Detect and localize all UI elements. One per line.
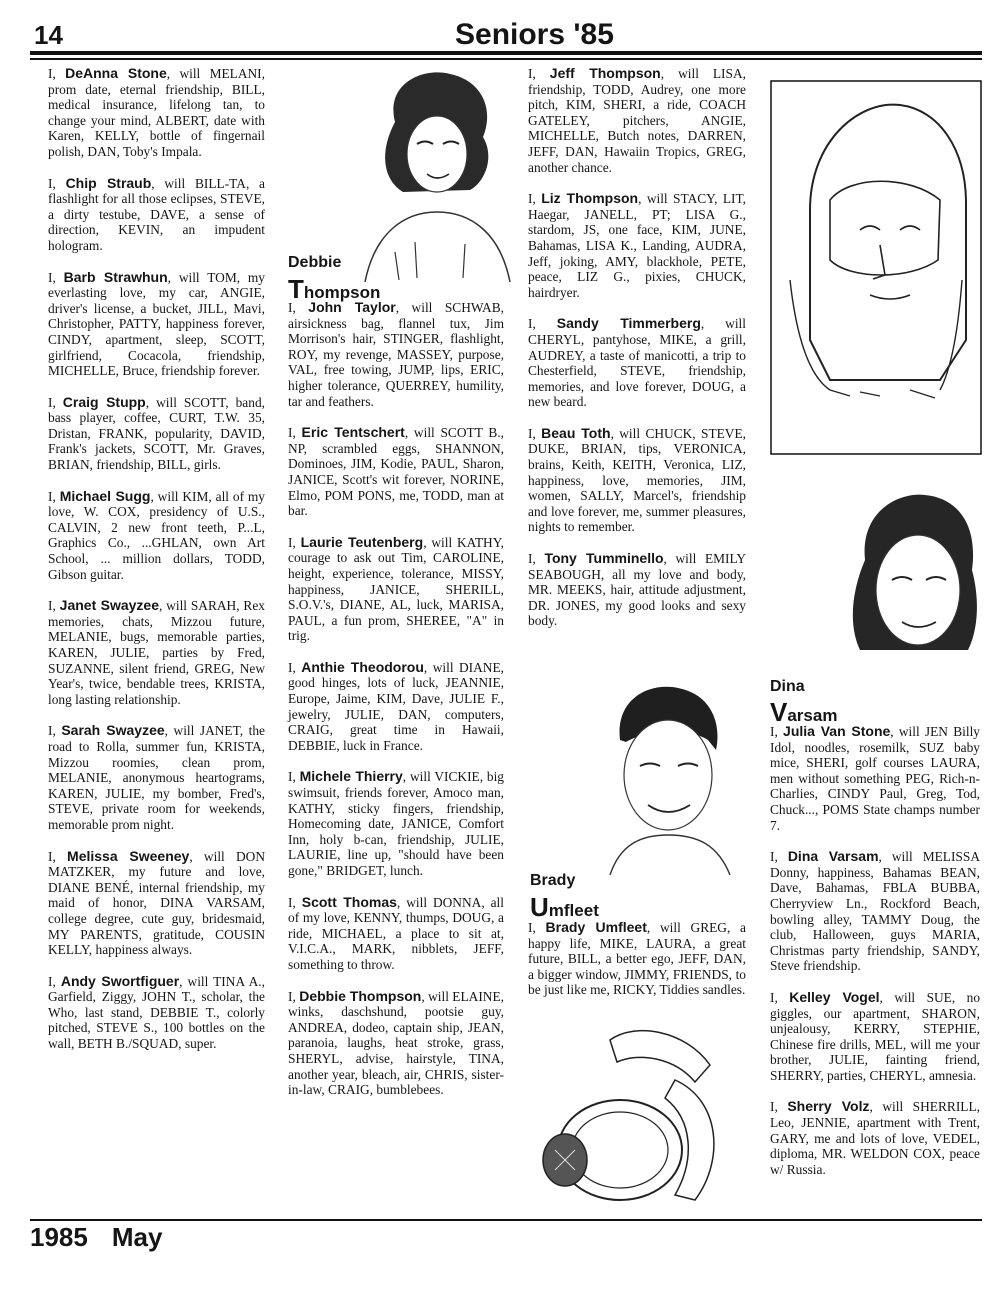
senior-name: Andy Swortfiguer: [60, 972, 180, 989]
column-1: [48, 66, 265, 1068]
photo-brady-umfleet: [590, 680, 740, 875]
footer-month: May: [111, 1222, 163, 1252]
caption-dina-rest: arsam: [787, 706, 838, 725]
will-text: will KIM, all of my love, W. COX, presidency of U.S., CALVIN, 2 new front teeth, P...L, Graphics Co., ...GHLAN, own Art School, ... million dollars, TODD, Gibson guitar.: [48, 488, 266, 582]
section-title: Seniors '85: [455, 18, 614, 51]
senior-name: Scott Thomas: [301, 893, 397, 910]
will-entry: I, Julia Van Stone, will JEN Billy Idol, noodles, rosemilk, SUZ baby mice, SHERI, golf courses LAURA, men without something PEG, Rich-n-Charlies, CINDY Paul, Greg, Tod, Chuck..., POMS State champs number 7.: [770, 723, 980, 833]
will-entry: I, Scott Thomas, will DONNA, all of my love, KENNY, thumps, DOUG, a ride, MICHAEL, a place to sit at, V.I.C.A., MARK, nibblets, JEFF, something to throw.: [288, 893, 504, 972]
senior-name: Chip Straub: [65, 174, 152, 191]
will-text: will GREG, a happy life, MIKE, LAURA, a great future, BILL, a better ego, JEFF, DAN, a bigger window, JIMMY, FRIENDS, to be just like me, RICKY, Tiddies sandles.: [528, 920, 746, 998]
senior-name: Jeff Thompson: [549, 65, 661, 81]
will-text: will SCHWAB, airsickness bag, flannel tux, Jim Morrison's hair, STINGER, flashlight, ROY, my revenge, MASSEY, purpose, VAL, free towing, JUMP, lips, ERIC, higher tolerance, QUERREY, humility, tar and feathers.: [288, 300, 504, 409]
will-entry: I, Brady Umfleet, will GREG, a happy life, MIKE, LAURA, a great future, BILL, a better ego, JEFF, DAN, a bigger window, JIMMY, FRIENDS, to be just like me, RICKY, Tiddies sandles.: [528, 919, 746, 998]
will-entry: I, Anthie Theodorou, will DIANE, good hinges, lots of luck, JEANNIE, Europe, Jaime, KIM, Dave, JULIE F., jewelry, JULIE, DAN, computers, CRAIG, great time in Hawaii, DEBBIE, luck in France.: [288, 658, 504, 753]
caption-brady-initial: U: [530, 892, 549, 922]
senior-name: Dina Varsam: [787, 848, 879, 865]
header-rule: [30, 51, 982, 55]
senior-name: Brady Umfleet: [545, 919, 647, 935]
will-text: will DIANE, good hinges, lots of luck, JEANNIE, Europe, Jaime, KIM, Dave, JULIE F., jewelry, JULIE, DAN, computers, CRAIG, great time in Hawaii, DEBBIE, luck in France.: [288, 659, 504, 753]
senior-name: Eric Tentschert: [301, 424, 405, 441]
will-entry: I, Sherry Volz, will SHERRILL, Leo, JENNIE, apartment with Trent, GARY, me and lots of love, VEDEL, diploma, MR. WELDON COX, peace w/ Russia.: [770, 1098, 980, 1177]
senior-name: Anthie Theodorou: [301, 658, 424, 675]
senior-name: Michele Thierry: [299, 768, 403, 785]
senior-name: DeAnna Stone: [65, 65, 167, 81]
will-text: will KATHY, courage to ask out Tim, CAROLINE, height, experience, tolerance, MISSY, happiness, JANICE, SHERILL, S.O.V.'s, DIANE, AL, luck, MARISA, PAUL, a fun prom, SHEREE, "A" in trig.: [288, 534, 504, 644]
will-text: will STACY, LIT, Haegar, JANELL, PT; LISA G., stardom, JS, one face, KIM, JUNE, Bahamas, LISA K., Landing, AUDRA, Jeff, joking, AMY, blackhole, PETE, peace, LIZ G., pixies, CHUCK, hairdryer.: [528, 191, 746, 300]
page-number: 14: [34, 20, 63, 50]
will-text: will CHUCK, STEVE, DUKE, BRIAN, tips, VERONICA, brains, Keith, KEITH, Veronica, LIZ, happiness, love, memories, JIM, women, SALLY, Marcel's, friendship and love forever, me, summer pleasures, nights to remember.: [528, 425, 747, 535]
column-3b: [528, 920, 746, 1014]
column-3: [528, 66, 746, 645]
senior-name: Janet Swayzee: [59, 597, 159, 614]
caption-debbie-rest: hompson: [303, 283, 381, 302]
senior-name: Sandy Timmerberg: [556, 315, 701, 332]
will-entry: I, Jeff Thompson, will LISA, friendship, TODD, Audrey, one more pitch, KIM, SHERI, a ride, COACH GATELEY, pitchers, ANGIE, MICHELLE, Butch notes, DARREN, JEFF, DAN, Hawaiin Tropics, GREG, another chance.: [528, 65, 746, 175]
senior-name: Liz Thompson: [541, 190, 639, 207]
will-text: will BILL-TA, a flashlight for all those eclipses, STEVE, a dirty testube, DAVE, a sense of direction, KEVIN, an impudent hologram.: [48, 175, 265, 253]
caption-dina-first: Dina: [770, 678, 805, 695]
will-text: will MELANI, prom date, eternal friendship, BILL, medical insurance, lifelong tan, to change your mind, ALBERT, date with Karen, KELLY, bottle of fingernail polish, DAN, Toby's Impala.: [48, 66, 265, 159]
will-entry: I, Craig Stupp, will SCOTT, band, bass player, coffee, CURT, T.W. 35, Dristan, FRANK, popularity, DAVID, Frank's jackets, SCOTT, Mr. Graves, BRIAN, friendship, BILL, girls.: [48, 393, 265, 473]
will-text: will SCOTT, band, bass player, coffee, CURT, T.W. 35, Dristan, FRANK, popularity, DAVID, Frank's jackets, SCOTT, Mr. Graves, BRIAN, friendship, BILL, girls.: [48, 394, 265, 473]
senior-name: Craig Stupp: [62, 393, 146, 410]
footer: [30, 1222, 186, 1253]
senior-name: Sherry Volz: [787, 1098, 870, 1115]
will-entry: I, Debbie Thompson, will ELAINE, winks, daschshund, pootsie guy, ANDREA, dodeo, captain ship, JEAN, paranoia, laughs, heat stroke, grass, SHERYL, advise, hairstyle, TINA, another year, bleach, air, CHRIS, sister-in-law, CRAIG, bumblebees.: [288, 987, 504, 1098]
will-text: will JEN Billy Idol, noodles, rosemilk, SUZ baby mice, SHERI, golf courses LAURA, men without something PEG, Rich-n-Charlies, CINDY Paul, Greg, Tod, Chuck..., POMS State champs number 7.: [770, 724, 980, 833]
will-entry: I, Tony Tumminello, will EMILY SEABOUGH, all my love and body, MR. MEEKS, hair, attitude adjustment, DR. JONES, my good looks and sexy body.: [528, 550, 747, 629]
will-text: will SARAH, Rex memories, chats, Mizzou future, MELANIE, bugs, memorable parties, KAREN, JULIE, parties by Fred, SUZANNE, silent friend, GREG, New Year's, twice, bendable trees, KRISTA, long lasting relationship.: [48, 598, 265, 707]
will-entry: I, Eric Tentschert, will SCOTT B., NP, scrambled eggs, SHANNON, Dominoes, JIM, Kodie, PAUL, Sharon, JANICE, Scott's wit forever, NORINE, Elmo, POM PONS, me, TODD, man at bar.: [288, 424, 505, 519]
caption-debbie-initial: T: [288, 274, 304, 304]
footer-rule: [30, 1219, 982, 1221]
will-text: will MELISSA Donny, happiness, Bahamas BEAN, Dave, Bahamas, FBLA BUBBA, Cherryview Ln., Rockford Beach, bowling alley, TAMMY Doug, the club, Halloween, guys MARIA, Christmas party friendship, SANDY, Steve friendship.: [770, 849, 980, 974]
will-text: will SCOTT B., NP, scrambled eggs, SHANNON, Dominoes, JIM, Kodie, PAUL, Sharon, JANICE, Scott's wit forever, NORINE, Elmo, POM PONS, me, TODD, man at bar.: [288, 425, 505, 519]
senior-name: Julia Van Stone: [783, 723, 891, 739]
will-text: will CHERYL, pantyhose, MIKE, a grill, AUDREY, a taste of manicotti, a trip to Chesterfield, STEVE, friendship, memories, and love forever, DOUG, a new beard.: [528, 316, 746, 410]
senior-name: Beau Toth: [541, 424, 611, 441]
aviator-drawing: [770, 80, 982, 455]
will-text: will JANET, the road to Rolla, summer fun, KRISTA, Mizzou roomies, clean prom, MELANIE, anonymous heartograms, KAREN, JULIE, my bomber, Fred's, STEVE, private room for weekends, memorable prom night.: [48, 723, 266, 832]
photo-dina-varsam: [840, 490, 990, 675]
will-text: will DONNA, all of my love, KENNY, thumps, DOUG, a ride, MICHAEL, a place to sit at, V.I.C.A., MARK, nibblets, JEFF, something to throw.: [288, 894, 504, 972]
header-rule-thin: [30, 58, 982, 60]
will-text: will SUE, no giggles, our apartment, SHARON, unjealousy, KERRY, STEPHIE, Chinese fire drills, MEL, will me your brother, JULIE, fainting friend, SHERRY, parties, CHERYL, amnesia.: [770, 989, 981, 1083]
column-2: [288, 300, 504, 1114]
senior-name: Michael Sugg: [59, 487, 151, 504]
will-entry: I, Michele Thierry, will VICKIE, big swimsuit, friends forever, Amoco man, KATHY, sticky fingers, friendship, Homecoming date, JANICE, Comfort Inn, holy b-can, friendship, JULIE, LAURIE, line up, "should have been gone," BRIDGET, lunch.: [288, 768, 505, 878]
will-entry: I, Andy Swortfiguer, will TINA A., Garfield, Ziggy, JOHN T., scholar, the Who, last stand, DEBBIE T., colorly pitched, STEVE S., 100 bottles on the wall, BETH B./SQUAD, super.: [48, 972, 266, 1052]
will-entry: I, Liz Thompson, will STACY, LIT, Haegar, JANELL, PT; LISA G., stardom, JS, one face, KIM, JUNE, Bahamas, LISA K., Landing, AUDRA, Jeff, joking, AMY, blackhole, PETE, peace, LIZ G., pixies, CHUCK, hairdryer.: [528, 190, 746, 300]
senior-name: Sarah Swayzee: [61, 722, 165, 739]
senior-name: Melissa Sweeney: [67, 847, 190, 864]
senior-name: John Taylor: [308, 299, 396, 315]
will-text: will TOM, my everlasting love, my car, ANGIE, driver's license, a bucket, JILL, Mavi, Christopher, PATTY, happiness forever, CINDY, apartment, sleep, SCOTT, girlfriend, Cocacola, friendship, MICHELLE, Bruce, friendship forever.: [48, 269, 265, 379]
will-text: will TINA A., Garfield, Ziggy, JOHN T., scholar, the Who, last stand, DEBBIE T., colorly pitched, STEVE S., 100 bottles on the wall, BETH B./SQUAD, super.: [48, 973, 266, 1052]
photo-debbie-thompson: [355, 62, 515, 282]
class-ring-drawing: [525, 1010, 735, 1215]
will-entry: I, Michael Sugg, will KIM, all of my love, W. COX, presidency of U.S., CALVIN, 2 new front teeth, P...L, Graphics Co., ...GHLAN, own Art School, ... million dollars, TODD, Gibson guitar.: [48, 487, 266, 582]
will-text: will DON MATZKER, my future and love, DIANE BENÉ, internal friendship, my maid of honor, DINA VARSAM, college degree, cute guy, bridesmaid, MY PARENTS, gratitude, COUSIN KELLY, happiness always.: [48, 848, 265, 958]
caption-dina-initial: V: [770, 697, 788, 727]
will-entry: I, Kelley Vogel, will SUE, no giggles, our apartment, SHARON, unjealousy, KERRY, STEPHIE, Chinese fire drills, MEL, will me your brother, JULIE, fainting friend, SHERRY, parties, CHERYL, amnesia.: [770, 988, 981, 1083]
will-entry: I, Barb Strawhun, will TOM, my everlasting love, my car, ANGIE, driver's license, a bucket, JILL, Mavi, Christopher, PATTY, happiness forever, CINDY, apartment, sleep, SCOTT, girlfriend, Cocacola, friendship, MICHELLE, Bruce, friendship forever.: [48, 268, 265, 379]
will-entry: I, Sarah Swayzee, will JANET, the road to Rolla, summer fun, KRISTA, Mizzou roomies, clean prom, MELANIE, anonymous heartograms, KAREN, JULIE, my bomber, Fred's, STEVE, private room for weekends, memorable prom night.: [48, 722, 266, 832]
caption-debbie-first: Debbie: [288, 254, 342, 271]
senior-name: Kelley Vogel: [789, 988, 880, 1005]
senior-name: Laurie Teutenberg: [300, 533, 424, 550]
will-text: will VICKIE, big swimsuit, friends forever, Amoco man, KATHY, sticky fingers, friendship, Homecoming date, JANICE, Comfort Inn, holy b-can, friendship, JULIE, LAURIE, line up, "should have been gone," BRIDGET, lunch.: [288, 769, 505, 878]
caption-brady-first: Brady: [530, 872, 576, 889]
will-entry: I, Chip Straub, will BILL-TA, a flashlight for all those eclipses, STEVE, a dirty testube, DAVE, a sense of direction, KEVIN, an impudent hologram.: [48, 174, 265, 253]
senior-name: Tony Tumminello: [544, 550, 664, 567]
will-text: will SHERRILL, Leo, JENNIE, apartment with Trent, GARY, me and lots of love, VEDEL, diploma, MR. WELDON COX, peace w/ Russia.: [770, 1099, 980, 1177]
will-entry: I, Dina Varsam, will MELISSA Donny, happiness, Bahamas BEAN, Dave, Bahamas, FBLA BUBBA, Cherryview Ln., Rockford Beach, bowling alley, TAMMY Doug, the club, Halloween, guys MARIA, Christmas party friendship, SANDY, Steve friendship.: [770, 848, 980, 974]
will-entry: I, Laurie Teutenberg, will KATHY, courage to ask out Tim, CAROLINE, height, experience, tolerance, MISSY, happiness, JANICE, SHERILL, S.O.V.'s, DIANE, AL, luck, MARISA, PAUL, a fun prom, SHEREE, "A" in trig.: [288, 533, 504, 644]
caption-brady-rest: mfleet: [548, 901, 599, 920]
footer-year: 1985: [30, 1222, 88, 1252]
will-entry: I, Melissa Sweeney, will DON MATZKER, my future and love, DIANE BENÉ, internal friendship, my maid of honor, DINA VARSAM, college degree, cute guy, bridesmaid, MY PARENTS, gratitude, COUSIN KELLY, happiness always.: [48, 847, 265, 958]
will-text: will ELAINE, winks, daschshund, pootsie guy, ANDREA, dodeo, captain ship, JEAN, paranoia, laughs, heat stroke, grass, SHERYL, advise, hairstyle, TINA, another year, bleach, air, CHRIS, sister-in-law, CRAIG, bumblebees.: [288, 988, 504, 1098]
will-entry: I, Sandy Timmerberg, will CHERYL, pantyhose, MIKE, a grill, AUDREY, a taste of manicotti, a trip to Chesterfield, STEVE, friendship, memories, and love forever, DOUG, a new beard.: [528, 315, 746, 410]
senior-name: Debbie Thompson: [299, 987, 422, 1004]
column-4: [770, 724, 980, 1193]
senior-name: Barb Strawhun: [63, 268, 168, 285]
will-entry: I, Janet Swayzee, will SARAH, Rex memories, chats, Mizzou future, MELANIE, bugs, memorable parties, KAREN, JULIE, parties by Fred, SUZANNE, silent friend, GREG, New Year's, twice, bendable trees, KRISTA, long lasting relationship.: [48, 597, 265, 707]
will-entry: I, John Taylor, will SCHWAB, airsickness bag, flannel tux, Jim Morrison's hair, STINGER, flashlight, ROY, my revenge, MASSEY, purpose, VAL, free towing, JUMP, lips, ERIC, higher tolerance, QUERREY, humility, tar and feathers.: [288, 299, 504, 409]
will-text: will LISA, friendship, TODD, Audrey, one more pitch, KIM, SHERI, a ride, COACH GATELEY, pitchers, ANGIE, MICHELLE, Butch notes, DARREN, JEFF, DAN, Hawaiin Tropics, GREG, another chance.: [528, 66, 746, 175]
will-entry: I, Beau Toth, will CHUCK, STEVE, DUKE, BRIAN, tips, VERONICA, brains, Keith, KEITH, Veronica, LIZ, happiness, love, memories, JIM, women, SALLY, Marcel's, friendship and love forever, me, summer pleasures, nights to remember.: [528, 424, 747, 535]
will-text: will EMILY SEABOUGH, all my love and body, MR. MEEKS, hair, attitude adjustment, DR. JONES, my good looks and sexy body.: [528, 551, 747, 629]
will-entry: I, DeAnna Stone, will MELANI, prom date, eternal friendship, BILL, medical insurance, lifelong tan, to change your mind, ALBERT, date with Karen, KELLY, bottle of fingernail polish, DAN, Toby's Impala.: [48, 65, 265, 159]
